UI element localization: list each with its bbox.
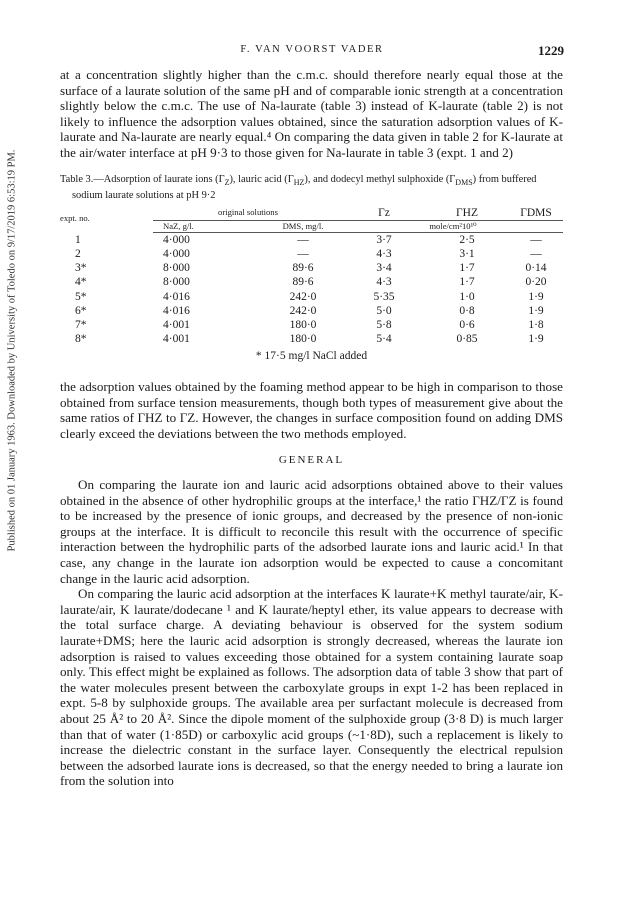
cell-expt: 7* — [75, 319, 87, 332]
cell-dms: 180·0 — [289, 319, 317, 332]
section-heading: GENERAL — [278, 454, 345, 467]
adsorption-table — [60, 206, 563, 347]
cell-expt: 8* — [75, 333, 87, 346]
cell-gamma-z: 3·7 — [376, 233, 392, 246]
cell-gamma-dms: 1·9 — [528, 304, 544, 317]
header-gamma-dms: ΓDMS — [509, 206, 563, 221]
cell-gamma-dms: 1·9 — [528, 290, 544, 303]
cell-dms: 89·6 — [292, 276, 314, 289]
cell-dms: — — [297, 233, 309, 246]
header-original-solutions: original solutions — [153, 206, 343, 221]
table-row — [60, 304, 563, 318]
cell-gamma-dms: 1·9 — [528, 333, 544, 346]
cell-naz: 4·000 — [163, 233, 190, 246]
cell-expt: 3* — [75, 262, 87, 275]
table-caption-text-4: ) from buffered sodium laurate solutions at pH 9·2 — [72, 173, 537, 201]
table-row — [60, 247, 563, 261]
cell-naz: 4·001 — [163, 333, 190, 346]
cell-expt: 4* — [75, 276, 87, 289]
table-row — [60, 332, 563, 346]
cell-gamma-hz: 1·0 — [459, 290, 475, 303]
cell-gamma-hz: 1·7 — [459, 276, 475, 289]
table-caption-sub-hz: HZ — [293, 177, 305, 187]
cell-gamma-hz: 0·85 — [456, 333, 478, 346]
header-naz: NaZ, g/l. — [153, 220, 263, 232]
table-caption-sub-z: Z — [224, 177, 230, 187]
cell-gamma-hz: 1·7 — [459, 262, 475, 275]
cell-expt: 5* — [75, 290, 87, 303]
download-watermark-text: Published on 01 January 1963. Downloaded by University of Toledo on 9/17/2019 6:53:19 PM. — [6, 149, 18, 551]
cell-gamma-hz: 0·8 — [459, 304, 475, 317]
intro-paragraph: at a concentration slightly higher than the c.m.c. should therefore nearly equal those at the surface of a laurate solution of the same pH and of comparable ionic strength at a concentration slightly below the c.m.c. The use of Na-laurate (table 3) instead of K-laurate (table 2) is not likely to influence the adsorption values obtained, since the saturation adsorption values of K-laurate and Na-laurate are nearly equal.⁴ On comparing the data given in table 2 for K-laurate at the air/water interface at pH 9·3 to those given for Na-laurate in table 3 (expt. 1 and 2) — [60, 67, 563, 160]
cell-naz: 4·000 — [163, 248, 190, 261]
cell-gamma-z: 5·0 — [376, 304, 392, 317]
table-caption-label: Table 3. — [60, 173, 94, 185]
cell-dms: — — [297, 248, 309, 261]
header-gamma-hz: ΓHZ — [425, 206, 509, 221]
general-paragraph-1: On comparing the laurate ion and lauric acid adsorptions obtained above to their values obtained in the absence of other hydrophilic groups at the interface,¹ the ratio ΓHZ/ΓZ is found to be increased by the presence of ionic groups, and decreased by the presence of non-ionic groups at the interface. It is difficult to reconcile this result with the occurrence of specific interaction between the hydrophilic parts of the adsorbed laurate ions and lauric acid.¹ In that case, any change in the laurate ion adsorption would be expected to cause a concomitant change in the lauric acid adsorption. — [60, 477, 563, 586]
table-caption-text-1: —Adsorption of laurate ions (Γ — [93, 173, 225, 185]
table-row — [60, 261, 563, 275]
cell-naz: 8·000 — [163, 262, 190, 275]
table-caption-text-2: ), lauric acid (Γ — [229, 173, 294, 185]
header-expt: expt. no. — [60, 213, 90, 224]
table-caption — [60, 173, 563, 202]
cell-gamma-z: 4·3 — [376, 276, 392, 289]
table-body — [60, 232, 563, 346]
cell-naz: 8·000 — [163, 276, 190, 289]
header-units: mole/cm²10¹⁰ — [343, 220, 563, 232]
table-caption-text-3: ), and dodecyl methyl sulphoxide (Γ — [304, 173, 456, 185]
cell-dms: 89·6 — [292, 262, 314, 275]
table-row — [60, 275, 563, 289]
download-watermark — [0, 70, 24, 630]
cell-gamma-z: 5·35 — [373, 290, 395, 303]
cell-gamma-hz: 2·5 — [459, 233, 475, 246]
cell-gamma-hz: 3·1 — [459, 248, 475, 261]
table-row — [60, 318, 563, 332]
cell-dms: 242·0 — [289, 290, 317, 303]
table-row — [60, 232, 563, 247]
running-head — [60, 44, 564, 60]
cell-expt: 6* — [75, 304, 87, 317]
after-table-paragraph: the adsorption values obtained by the foaming method appear to be high in comparison to those obtained from surface tension measurements, though both types of measurement give about the same ratios of ΓHZ to ΓZ. However, the changes in surface composition found on adding DMS clearly exceed the deviations between the two methods employed. — [60, 379, 563, 441]
cell-gamma-dms: 0·14 — [525, 262, 547, 275]
cell-naz: 4·016 — [163, 290, 190, 303]
page-body — [60, 67, 563, 789]
page-number: 1229 — [538, 43, 564, 58]
cell-expt: 1 — [75, 233, 81, 246]
cell-gamma-z: 3·4 — [376, 262, 392, 275]
header-dms: DMS, mg/l. — [263, 220, 343, 232]
cell-expt: 2 — [75, 248, 81, 261]
running-head-author: F. VAN VOORST VADER — [240, 44, 384, 55]
table-footnote: * 17·5 mg/l NaCl added — [255, 350, 368, 363]
cell-naz: 4·016 — [163, 304, 190, 317]
cell-gamma-dms: — — [530, 233, 542, 246]
table-caption-sub-dms: DMS — [455, 177, 473, 187]
cell-dms: 180·0 — [289, 333, 317, 346]
cell-gamma-dms: — — [530, 248, 542, 261]
cell-gamma-z: 5·8 — [376, 319, 392, 332]
general-paragraph-2: On comparing the lauric acid adsorption at the interfaces K laurate+K methyl taurate/air, K-laurate/air, K laurate/dodecane ¹ and K laurate/heptyl ether, its value appears to decrease with the total surface charge. A deviating behaviour is observed for the system sodium laurate+DMS; here the lauric acid adsorption is strongly decreased, whereas the laurate ion adsorption is raised to values exceeding those obtained for a system containing laurate soap only. This effect might be explained as follows. The adsorption data of table 3 show that part of the water molecules present between the carboxylate groups in expt 1-2 has been replaced in expt. 5-8 by sulphoxide groups. The available area per surfactant molecule is decreased from about 25 Å² to 20 Å². Since the dipole moment of the sulphoxide group (3·8 D) is much larger than that of water (1·85D) or carboxylic acid groups (~1·8D), such a replacement is likely to increase the dielectric constant in the surface layer. Consequently the electrical repulsion between the adsorbed laurate ions is decreased, so that the energy needed to bring a laurate ion from the solution into — [60, 586, 563, 789]
header-gamma-z: Γz — [343, 206, 425, 221]
cell-gamma-hz: 0·6 — [459, 319, 475, 332]
cell-gamma-dms: 0·20 — [525, 276, 547, 289]
table-row — [60, 290, 563, 304]
cell-gamma-z: 4·3 — [376, 248, 392, 261]
cell-gamma-z: 5·4 — [376, 333, 392, 346]
cell-dms: 242·0 — [289, 304, 317, 317]
cell-naz: 4·001 — [163, 319, 190, 332]
cell-gamma-dms: 1·8 — [528, 319, 544, 332]
